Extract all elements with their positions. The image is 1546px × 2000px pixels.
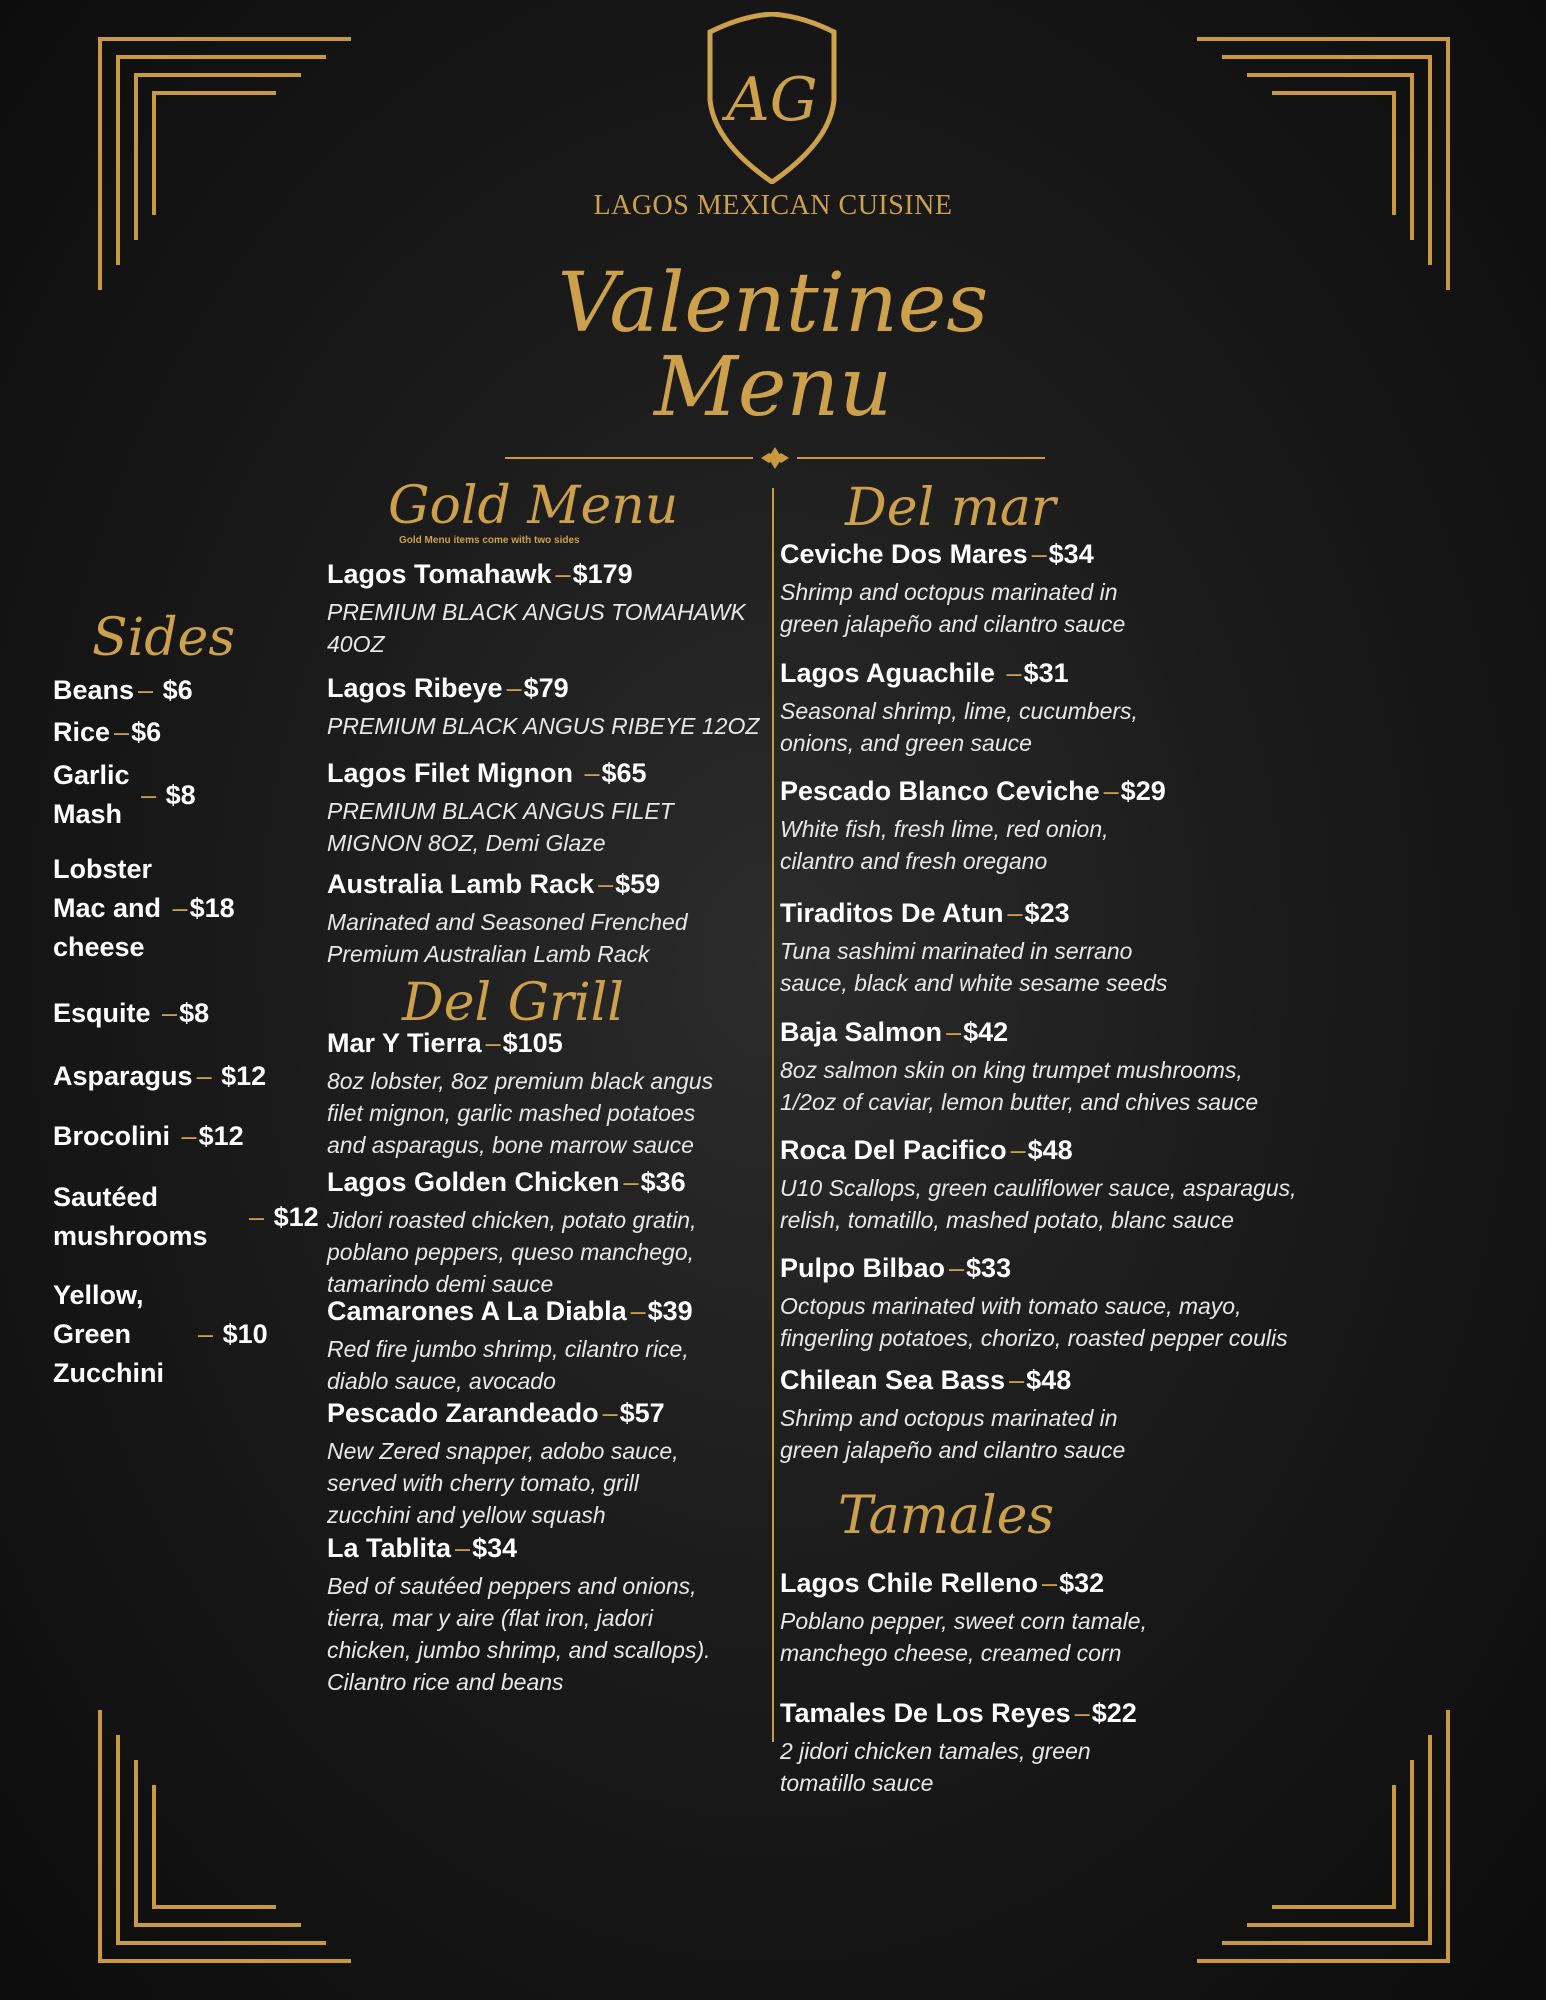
del-mar-item: Roca Del Pacifico –$48 U10 Scallops, green cauliflower sauce, asparagus, relish, tomatillo, mashed potato, blanc sauce [780, 1134, 1297, 1236]
item-price: $31 [1023, 658, 1069, 688]
del-mar-item: Pulpo Bilbao –$33 Octopus marinated with tomato sauce, mayo, fingerling potatoes, chorizo, roasted pepper coulis [780, 1252, 1288, 1354]
del-grill-heading: Del Grill [402, 973, 624, 1033]
gold-menu-item: Lagos Ribeye –$79 PREMIUM BLACK ANGUS RIBEYE 12OZ [327, 672, 759, 742]
column-divider [772, 488, 774, 1742]
item-name: Lagos Chile Relleno [780, 1568, 1039, 1598]
corner-ornament-top-left [96, 35, 356, 295]
item-price: $32 [1059, 1568, 1105, 1598]
item-price: $33 [966, 1253, 1012, 1283]
item-price: $48 [1026, 1365, 1072, 1395]
side-price: $8 [165, 779, 196, 810]
side-price: $12 [198, 1121, 244, 1151]
restaurant-name: LAGOS MEXICAN CUISINE [593, 190, 953, 221]
item-name: Pulpo Bilbao [780, 1253, 945, 1283]
side-price: $6 [131, 717, 162, 747]
item-price: $48 [1027, 1135, 1073, 1165]
item-description: PREMIUM BLACK ANGUS FILET MIGNON 8OZ, Demi Glaze [327, 798, 674, 856]
item-name: Camarones A La Diabla [327, 1296, 627, 1326]
side-name: Rice [53, 717, 111, 747]
corner-ornament-top-right [1192, 35, 1452, 295]
item-price: $105 [502, 1028, 563, 1058]
side-name: Beans [53, 675, 135, 705]
grill-item: La Tablita –$34 Bed of sautéed peppers and onions, tierra, mar y aire (flat iron, jadori chicken, jumbo shrimp, and scallops). Cilantro rice and beans [327, 1532, 711, 1698]
item-price: $65 [601, 758, 647, 788]
del-mar-heading: Del mar [845, 478, 1056, 538]
item-description: Bed of sautéed peppers and onions, tierra, mar y aire (flat iron, jadori chicken, jumbo shrimp, and scallops). Cilantro rice and beans [327, 1573, 711, 1695]
item-price: $179 [572, 559, 633, 589]
side-item: Garlic Mash – $8 [53, 756, 196, 834]
side-name: Esquite [53, 998, 151, 1028]
item-name: La Tablita [327, 1533, 452, 1563]
side-price: $18 [189, 893, 235, 923]
side-name: Garlic Mash [53, 760, 130, 829]
item-name: Roca Del Pacifico [780, 1135, 1007, 1165]
item-name: Australia Lamb Rack [327, 869, 595, 899]
side-name: Asparagus [53, 1061, 193, 1091]
item-name: Pescado Blanco Ceviche [780, 776, 1100, 806]
grill-item: Mar Y Tierra –$105 8oz lobster, 8oz premium black angus filet mignon, garlic mashed potatoes and asparagus, bone marrow sauce [327, 1027, 713, 1161]
side-item: Sautéed mushrooms – $12 [53, 1178, 319, 1256]
item-price: $22 [1091, 1698, 1137, 1728]
item-name: Lagos Ribeye [327, 673, 503, 703]
item-description: Tuna sashimi marinated in serrano sauce, black and white sesame seeds [780, 938, 1168, 996]
item-description: 2 jidori chicken tamales, green tomatillo sauce [780, 1738, 1091, 1796]
grill-item: Lagos Golden Chicken –$36 Jidori roasted chicken, potato gratin, poblano peppers, queso manchego, tamarindo demi sauce [327, 1166, 696, 1300]
side-name: Yellow, Green Zucchini [53, 1280, 165, 1388]
del-mar-item: Lagos Aguachile –$31 Seasonal shrimp, lime, cucumbers, onions, and green sauce [780, 657, 1138, 759]
item-description: 8oz lobster, 8oz premium black angus filet mignon, garlic mashed potatoes and asparagus, bone marrow sauce [327, 1068, 714, 1158]
del-mar-item: Ceviche Dos Mares –$34 Shrimp and octopus marinated in green jalapeño and cilantro sauce [780, 538, 1125, 640]
item-name: Lagos Golden Chicken [327, 1167, 620, 1197]
side-name: Sautéed mushrooms [53, 1182, 208, 1251]
side-price: $12 [221, 1061, 267, 1091]
item-price: $34 [472, 1533, 518, 1563]
item-price: $34 [1048, 539, 1094, 569]
side-item: Beans – $6 [53, 671, 193, 710]
item-price: $29 [1120, 776, 1166, 806]
item-name: Baja Salmon [780, 1017, 943, 1047]
item-description: Octopus marinated with tomato sauce, mayo, fingerling potatoes, chorizo, roasted pepper coulis [780, 1293, 1288, 1351]
item-description: Shrimp and octopus marinated in green jalapeño and cilantro sauce [780, 1405, 1126, 1463]
side-item: Asparagus – $12 [53, 1057, 266, 1096]
menu-title-line2: Menu [653, 340, 893, 435]
del-mar-item: Chilean Sea Bass –$48 Shrimp and octopus marinated in green jalapeño and cilantro sauce [780, 1364, 1125, 1466]
side-item: Rice –$6 [53, 713, 161, 752]
side-price: $8 [179, 998, 210, 1028]
item-name: Tiraditos De Atun [780, 898, 1004, 928]
item-description: Marinated and Seasoned Frenched Premium Australian Lamb Rack [327, 909, 688, 967]
del-mar-item: Pescado Blanco Ceviche –$29 White fish, fresh lime, red onion, cilantro and fresh oregano [780, 775, 1166, 877]
item-price: $36 [640, 1167, 686, 1197]
del-mar-item: Tiraditos De Atun –$23 Tuna sashimi marinated in serrano sauce, black and white sesame seeds [780, 897, 1167, 999]
menu-title-line1: Valentines [557, 256, 989, 351]
item-description: U10 Scallops, green cauliflower sauce, asparagus, relish, tomatillo, mashed potato, blanc sauce [780, 1175, 1297, 1233]
item-name: Lagos Tomahawk [327, 559, 552, 589]
gold-menu-item: Lagos Filet Mignon –$65 PREMIUM BLACK ANGUS FILET MIGNON 8OZ, Demi Glaze [327, 757, 674, 859]
tamales-heading: Tamales [838, 1486, 1055, 1546]
item-description: New Zered snapper, adobo sauce, served with cherry tomato, grill zucchini and yellow squash [327, 1438, 679, 1528]
title-divider [505, 446, 1045, 470]
side-item: Yellow, Green Zucchini – $10 [53, 1276, 268, 1393]
gold-menu-note: Gold Menu items come with two sides [399, 535, 580, 546]
item-price: $59 [615, 869, 661, 899]
gold-menu-heading: Gold Menu [388, 476, 679, 536]
item-description: 8oz salmon skin on king trumpet mushrooms, 1/2oz of caviar, lemon butter, and chives sauce [780, 1057, 1259, 1115]
side-item: Brocolini –$12 [53, 1117, 244, 1156]
del-mar-item: Baja Salmon –$42 8oz salmon skin on king trumpet mushrooms, 1/2oz of caviar, lemon butter, and chives sauce [780, 1016, 1258, 1118]
item-description: Seasonal shrimp, lime, cucumbers, onions, and green sauce [780, 698, 1138, 756]
item-description: Shrimp and octopus marinated in green jalapeño and cilantro sauce [780, 579, 1126, 637]
item-price: $42 [963, 1017, 1009, 1047]
item-price: $79 [523, 673, 569, 703]
side-price: $12 [273, 1201, 319, 1232]
item-description: Red fire jumbo shrimp, cilantro rice, diablo sauce, avocado [327, 1336, 689, 1394]
side-item: Lobster Mac and cheese –$18 [53, 850, 235, 967]
corner-ornament-bottom-left [96, 1705, 356, 1965]
side-item: Esquite –$8 [53, 994, 209, 1033]
side-name: Brocolini [53, 1121, 171, 1151]
grill-item: Camarones A La Diabla –$39 Red fire jumbo shrimp, cilantro rice, diablo sauce, avocado [327, 1295, 693, 1397]
item-name: Chilean Sea Bass [780, 1365, 1006, 1395]
item-name: Tamales De Los Reyes [780, 1698, 1071, 1728]
item-description: Jidori roasted chicken, potato gratin, poblano peppers, queso manchego, tamarindo demi sauce [327, 1207, 697, 1297]
gold-menu-item: Lagos Tomahawk –$179 PREMIUM BLACK ANGUS TOMAHAWK 40OZ [327, 558, 746, 660]
item-price: $39 [647, 1296, 693, 1326]
side-price: $6 [162, 675, 193, 705]
sides-heading: Sides [92, 608, 235, 668]
item-price: $23 [1024, 898, 1070, 928]
tamales-item: Tamales De Los Reyes –$22 2 jidori chicken tamales, green tomatillo sauce [780, 1697, 1137, 1799]
item-description: White fish, fresh lime, red onion, cilantro and fresh oregano [780, 816, 1109, 874]
side-price: $10 [222, 1319, 268, 1349]
item-name: Pescado Zarandeado [327, 1398, 599, 1428]
grill-item: Pescado Zarandeado –$57 New Zered snapper, adobo sauce, served with cherry tomato, grill zucchini and yellow squash [327, 1397, 679, 1531]
gold-menu-item: Australia Lamb Rack –$59 Marinated and Seasoned Frenched Premium Australian Lamb Rack [327, 868, 688, 970]
item-name: Lagos Filet Mignon [327, 758, 573, 788]
side-name: Lobster Mac and cheese [53, 854, 162, 962]
item-name: Ceviche Dos Mares [780, 539, 1028, 569]
logo-crest [702, 12, 842, 184]
corner-ornament-bottom-right [1192, 1705, 1452, 1965]
logo-monogram: AG [726, 65, 818, 135]
tamales-item: Lagos Chile Relleno –$32 Poblano pepper, sweet corn tamale, manchego cheese, creamed corn [780, 1567, 1147, 1669]
item-description: PREMIUM BLACK ANGUS TOMAHAWK 40OZ [327, 599, 746, 657]
item-name: Mar Y Tierra [327, 1028, 482, 1058]
item-price: $57 [619, 1398, 665, 1428]
item-description: PREMIUM BLACK ANGUS RIBEYE 12OZ [327, 713, 760, 739]
item-description: Poblano pepper, sweet corn tamale, manchego cheese, creamed corn [780, 1608, 1147, 1666]
item-name: Lagos Aguachile [780, 658, 1003, 688]
